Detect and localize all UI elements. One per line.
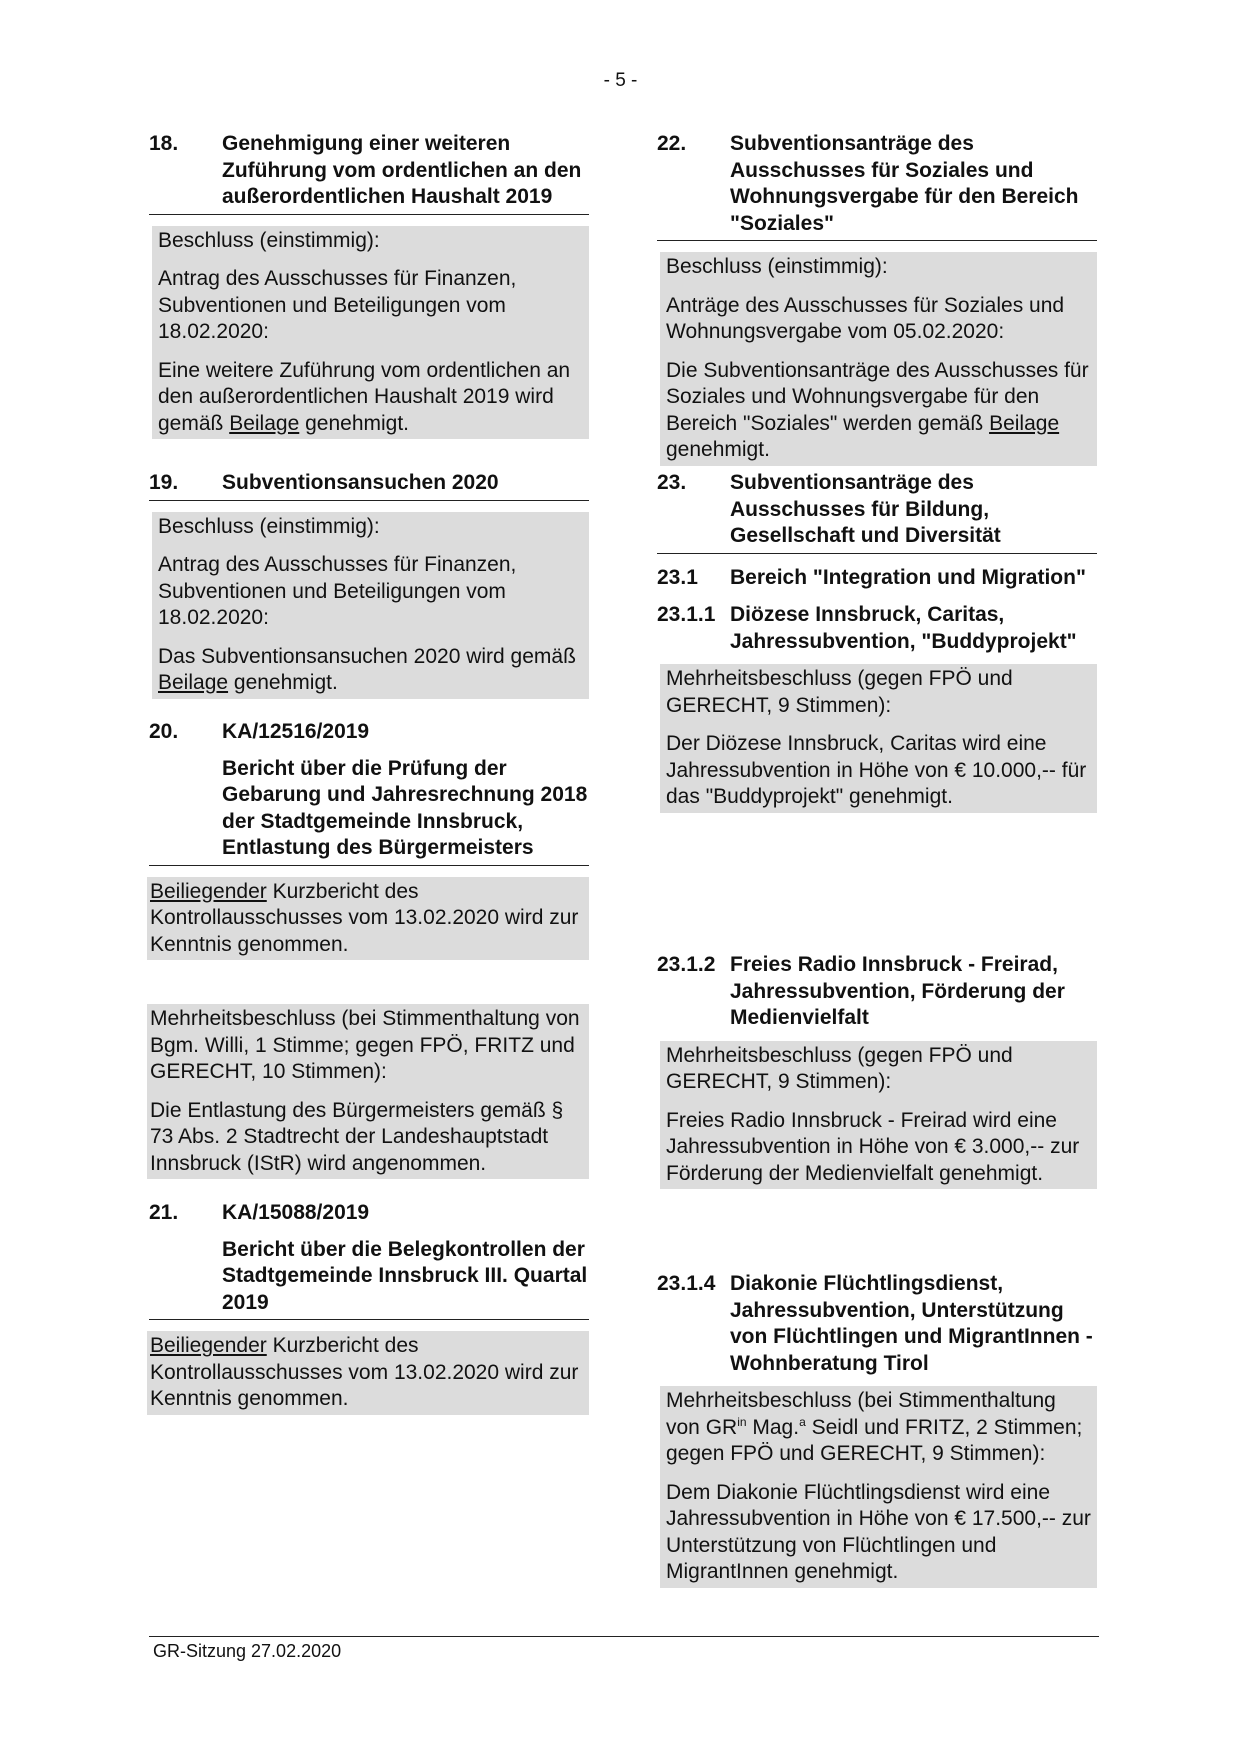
resolution-type: Beschluss (einstimmig): xyxy=(666,255,888,278)
attachment-link[interactable]: Beiliegender xyxy=(150,879,267,903)
item-number: 20. xyxy=(149,720,179,743)
subitem-heading xyxy=(657,952,1097,1035)
item-heading xyxy=(149,131,589,215)
attachment-link[interactable]: Beilage xyxy=(158,671,229,694)
case-number: KA/12516/2019 xyxy=(222,720,370,743)
resolution-type: Mehrheitsbeschluss (bei Stimmenthaltung von Bgm. Willi, 1 Stimme; gegen FPÖ, FRITZ und GERECHT, 10 Stimmen): xyxy=(150,1007,580,1083)
item-heading xyxy=(149,1200,589,1320)
footer-divider xyxy=(149,1636,1099,1637)
item-number: 23.1 xyxy=(657,565,698,589)
item-20 xyxy=(149,719,589,1179)
resolution-type: Beschluss (einstimmig): xyxy=(158,514,380,538)
resolution-text: Die Entlastung des Bürgermeisters gemäß § 73 Abs. 2 Stadtrecht der Landeshauptstadt Innsbruck (IStR) wird angenommen. xyxy=(150,1098,564,1175)
resolution-type: Mehrheitsbeschluss (gegen FPÖ und GERECHT, 9 Stimmen): xyxy=(666,667,1013,717)
attachment-link[interactable]: Beilage xyxy=(989,411,1060,435)
item-22 xyxy=(657,131,1097,466)
resolution-type: Mehrheitsbeschluss (gegen FPÖ und GERECHT, 9 Stimmen): xyxy=(666,1043,1013,1093)
item-number: 23.1.2 xyxy=(657,953,716,976)
resolution-box xyxy=(152,512,589,699)
motion-text: Anträge des Ausschusses für Soziales und Wohnungsvergabe vom 05.02.2020: xyxy=(666,293,1065,343)
item-21 xyxy=(149,1200,589,1415)
subitem-heading xyxy=(657,602,1097,658)
item-title: Subventionsanträge des Ausschusses für Bildung, Gesellschaft und Diversität xyxy=(730,471,1001,547)
item-23-1-2 xyxy=(657,952,1097,1189)
item-number: 23. xyxy=(657,471,687,494)
resolution-box xyxy=(660,1041,1097,1190)
item-title: Diakonie Flüchtlingsdienst, Jahressubvention, Unterstützung von Flüchtlingen und MigrantInnen - Wohnberatung Tirol xyxy=(730,1272,1093,1375)
motion-text: Antrag des Ausschusses für Finanzen, Subventionen und Beteiligungen vom 18.02.2020: xyxy=(158,553,517,629)
resolution-text: Eine weitere Zuführung vom ordentlichen an den außerordentlichen Haushalt 2019 wird gemäß Beilage genehmigt. xyxy=(158,358,571,435)
item-heading xyxy=(149,719,589,866)
report-text: Beiliegender Kurzbericht des Kontrollausschusses vom 13.02.2020 wird zur Kenntnis genommen. xyxy=(150,879,579,956)
resolution-box xyxy=(147,1004,589,1179)
item-heading xyxy=(657,131,1097,241)
resolution-text: Dem Diakonie Flüchtlingsdienst wird eine Jahressubvention in Höhe von € 17.500,-- zur Unterstützung von Flüchtlingen und MigrantInnen genehmigt. xyxy=(666,1480,1091,1583)
item-number: 18. xyxy=(149,132,179,155)
item-number: 23.1.4 xyxy=(657,1272,716,1295)
item-number: 23.1.1 xyxy=(657,603,716,626)
attachment-link[interactable]: Beiliegender xyxy=(150,1334,267,1357)
resolution-type: Beschluss (einstimmig): xyxy=(158,228,380,252)
item-23 xyxy=(657,470,1097,813)
item-heading xyxy=(657,470,1097,554)
item-title: Bericht über die Prüfung der Gebarung und Jahresrechnung 2018 der Stadtgemeinde Innsbruck, Entlastung des Bürgermeisters xyxy=(222,756,588,859)
resolution-type: Mehrheitsbeschluss (bei Stimmenthaltung von $GR^{in}$ Mag.$^a$ Seidl und FRITZ, 2 Stimmen; gegen FPÖ und GERECHT, 9 Stimmen): xyxy=(666,1389,1083,1465)
case-number: KA/15088/2019 xyxy=(222,1201,370,1224)
item-heading xyxy=(149,470,589,501)
item-18 xyxy=(149,131,589,439)
item-title: Subventionsansuchen 2020 xyxy=(222,471,499,494)
item-number: 21. xyxy=(149,1201,179,1224)
item-title: Diözese Innsbruck, Caritas, Jahressubvention, "Buddyprojekt" xyxy=(730,603,1077,653)
attachment-link[interactable]: Beilage xyxy=(229,411,300,435)
item-title: Genehmigung einer weiteren Zuführung vom ordentlichen an den außerordentlichen Haushalt 2019 xyxy=(222,132,582,208)
resolution-box xyxy=(660,664,1097,813)
item-title: Subventionsanträge des Ausschusses für Soziales und Wohnungsvergabe für den Bereich "Soziales" xyxy=(730,132,1079,235)
motion-text: Antrag des Ausschusses für Finanzen, Subventionen und Beteiligungen vom 18.02.2020: xyxy=(158,267,517,343)
report-box xyxy=(147,877,589,961)
item-title: Freies Radio Innsbruck - Freirad, Jahressubvention, Förderung der Medienvielfalt xyxy=(730,953,1065,1029)
item-number: 22. xyxy=(657,132,687,155)
resolution-box xyxy=(660,1386,1097,1588)
item-title: Bericht über die Belegkontrollen der Stadtgemeinde Innsbruck III. Quartal 2019 xyxy=(222,1237,588,1314)
resolution-text: Die Subventionsanträge des Ausschusses für Soziales und Wohnungsvergabe für den Bereich "Soziales" werden gemäß Beilage genehmigt. xyxy=(666,358,1089,461)
resolution-text: Der Diözese Innsbruck, Caritas wird eine Jahressubvention in Höhe von € 10.000,-- für das "Buddyprojekt" genehmigt. xyxy=(666,732,1087,808)
report-text: Beiliegender Kurzbericht des Kontrollausschusses vom 13.02.2020 wird zur Kenntnis genommen. xyxy=(150,1334,579,1410)
subitem-heading xyxy=(657,565,1097,595)
resolution-box xyxy=(660,252,1097,466)
item-number: 19. xyxy=(149,471,179,494)
subitem-heading xyxy=(657,1271,1097,1380)
footer-text: GR-Sitzung 27.02.2020 xyxy=(153,1641,342,1661)
report-box xyxy=(147,1331,589,1415)
item-title: Bereich "Integration und Migration" xyxy=(730,565,1086,589)
resolution-text: Das Subventionsansuchen 2020 wird gemäß Beilage genehmigt. xyxy=(158,644,576,694)
resolution-text: Freies Radio Innsbruck - Freirad wird eine Jahressubvention in Höhe von € 3.000,-- zur Förderung der Medienvielfalt genehmigt. xyxy=(666,1108,1080,1185)
item-23-1-4 xyxy=(657,1271,1097,1588)
item-19 xyxy=(149,470,589,699)
resolution-box xyxy=(152,226,589,440)
page-number: - 5 - xyxy=(603,70,638,91)
